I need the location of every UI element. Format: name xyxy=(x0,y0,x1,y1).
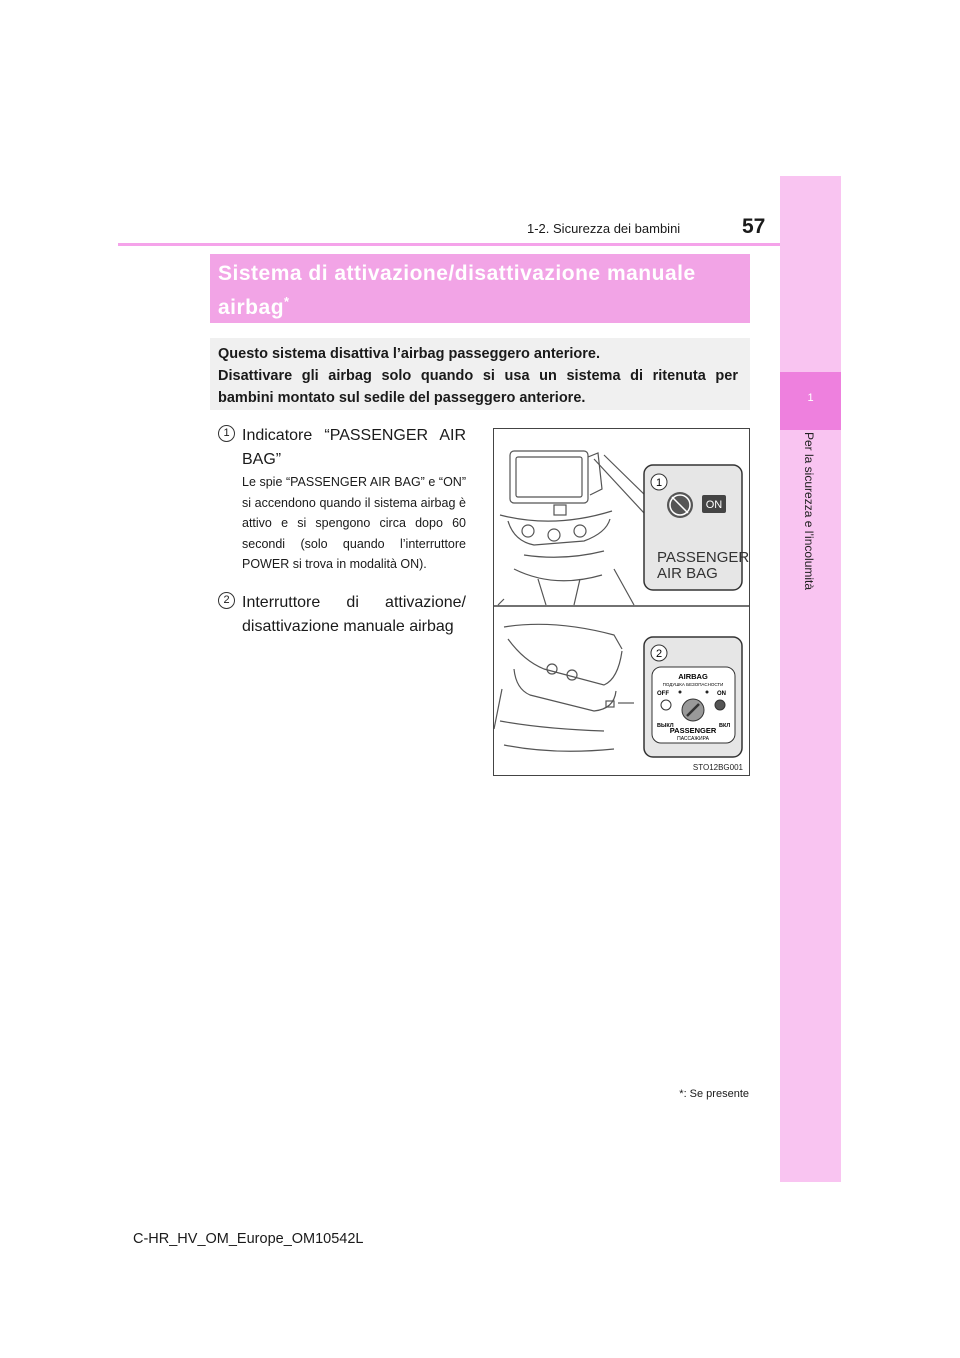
intro-line-2: Disattivare gli airbag solo quando si usa un sistema di ritenuta per xyxy=(218,368,738,384)
switch-on-dot xyxy=(706,691,709,694)
chapter-title: Per la sicurezza e l’incolumità xyxy=(802,432,816,591)
switch-off-label: OFF xyxy=(657,691,669,697)
switch-on-label: ON xyxy=(717,691,726,697)
section-title-box xyxy=(210,254,750,323)
switch-top-label: AIRBAG xyxy=(678,672,708,681)
footnote-text: : Se presente xyxy=(683,1088,749,1100)
side-strip xyxy=(780,176,841,1182)
item-1-description: Le spie “PASSENGER AIR BAG” e “ON” si accendono quando il sistema airbag è attivo e si spengono circa dopo 60 secondi (solo quando l’interruttore POWER si trova in modalità ON). xyxy=(242,475,466,571)
intro-line-3: bambini montato sul sedile del passeggero anteriore. xyxy=(218,390,586,406)
switch-off-label-ru: ВЫКЛ xyxy=(657,723,674,729)
item-2-title-line1: Interruttore di attivazione/ xyxy=(242,594,466,611)
indicator-callout-number: 1 xyxy=(655,477,663,489)
switch-bottom-label-ru: ПАССАЖИРА xyxy=(677,736,709,742)
item-2-number: 2 xyxy=(218,592,235,609)
switch-on-airbag-icon xyxy=(715,700,725,710)
page-number: 57 xyxy=(742,215,766,238)
item-1-number: 1 xyxy=(218,425,235,442)
intro-line-1: Questo sistema disattiva l’airbag passeggero anteriore. xyxy=(218,346,600,362)
switch-callout-number: 2 xyxy=(655,648,663,660)
item-2-title xyxy=(242,591,466,639)
section-header: 1-2. Sicurezza dei bambini xyxy=(527,221,681,236)
glovebox-drawing xyxy=(494,624,634,751)
switch-bottom-label: PASSENGER xyxy=(669,726,717,735)
dashboard-drawing xyxy=(498,451,649,605)
item-1-title-line1: Indicatore “PASSENGER AIR xyxy=(242,427,466,444)
airbag-off-icon xyxy=(667,492,693,518)
airbag-figure xyxy=(493,428,750,776)
indicator-text-line1: PASSENGER xyxy=(657,549,750,566)
intro-box xyxy=(210,338,750,410)
document-id: C-HR_HV_OM_Europe_OM10542L xyxy=(133,1231,364,1247)
footnote-marker: * xyxy=(679,1088,684,1100)
header-rule xyxy=(118,243,780,246)
switch-off-dot xyxy=(679,691,682,694)
section-title-line2-wrap xyxy=(218,288,738,322)
section-title-line1: Sistema di attivazione/disattivazione manuale xyxy=(218,262,696,285)
on-indicator-label: ON xyxy=(705,499,723,511)
figure-code: STO12BG001 xyxy=(692,763,743,772)
chapter-number: 1 xyxy=(807,392,814,404)
switch-on-label-ru: ВКЛ xyxy=(719,723,731,729)
switch-top-label-ru: ПОДУШКА БЕЗОПАСНОСТИ xyxy=(662,682,724,687)
item-2-title-line2: disattivazione manuale airbag xyxy=(242,618,454,635)
footnote xyxy=(679,1088,749,1100)
section-title-line2: airbag xyxy=(218,296,285,319)
item-1-title xyxy=(242,424,466,472)
indicator-text-line2: AIR BAG xyxy=(657,565,718,582)
item-1-title-line2: BAG” xyxy=(242,451,282,468)
asterisk-marker: * xyxy=(284,294,290,309)
figure-illustration xyxy=(494,429,750,776)
